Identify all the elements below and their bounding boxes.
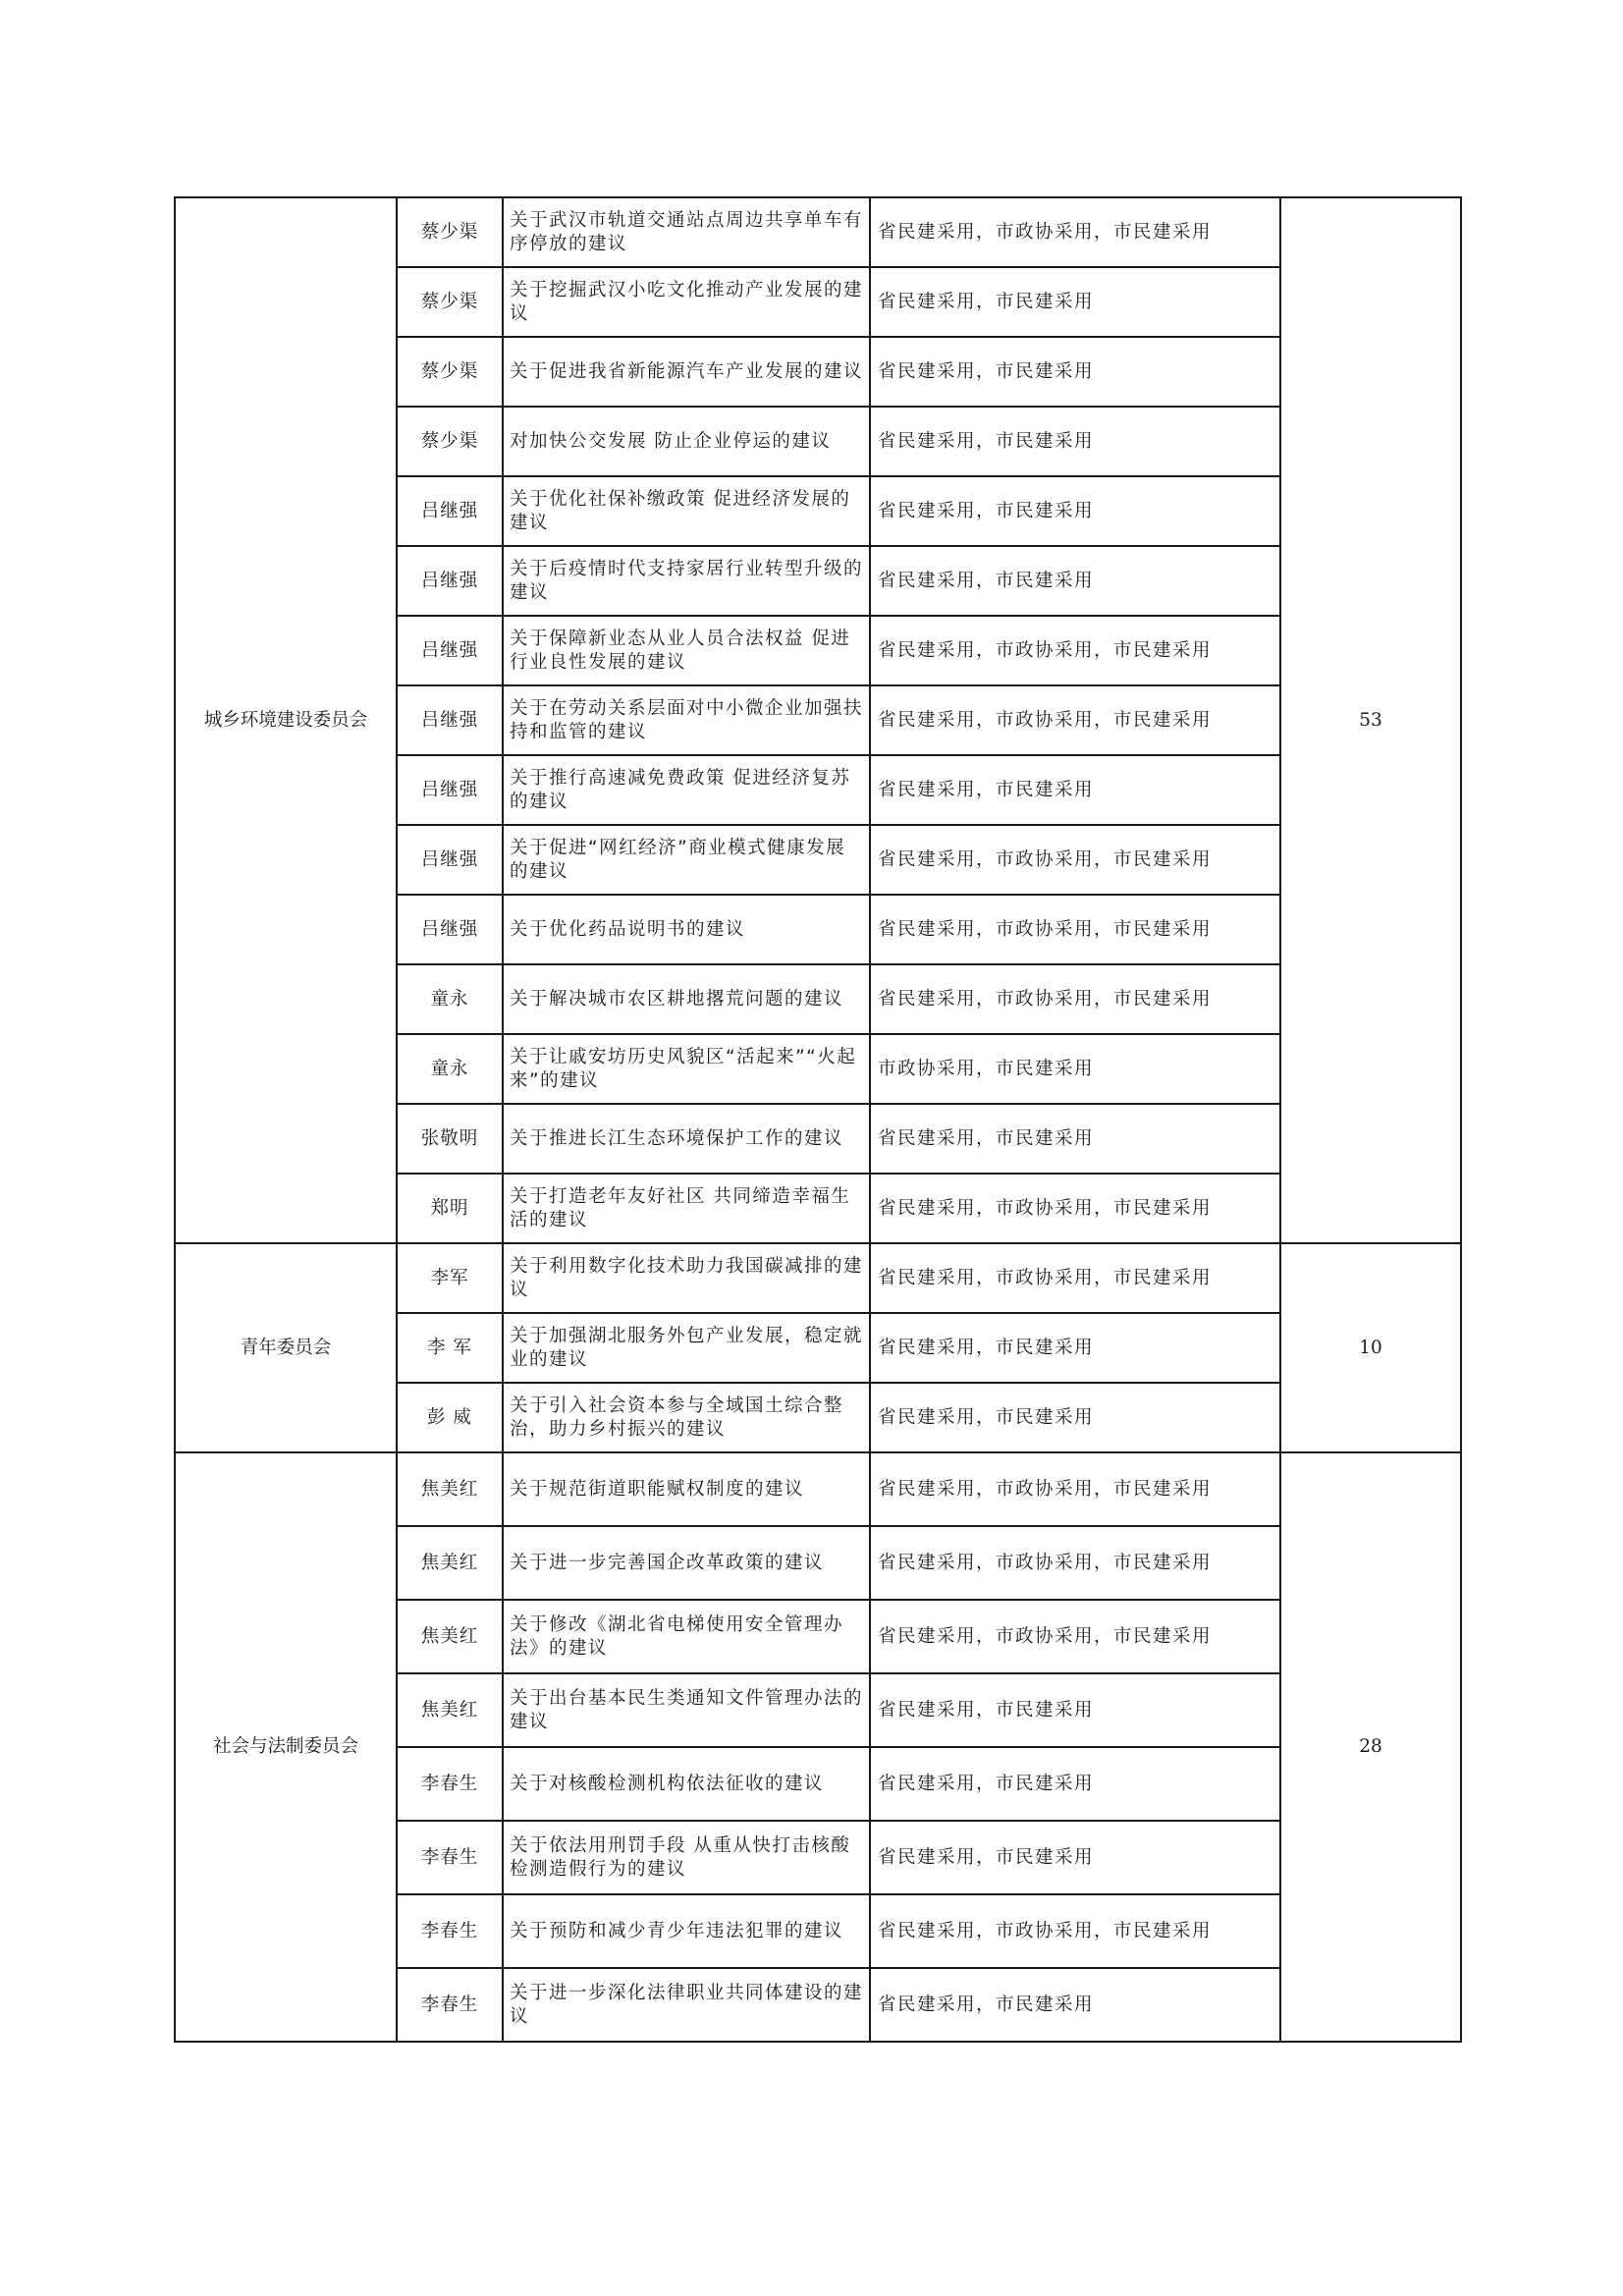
adoption-status-cell: 省民建采用，市政协采用，市民建采用 [870, 964, 1280, 1034]
committee-cell: 城乡环境建设委员会 [175, 197, 397, 1243]
proposal-title-cell: 关于规范街道职能赋权制度的建议 [503, 1452, 870, 1526]
adoption-status-cell: 省民建采用，市政协采用，市民建采用 [870, 1452, 1280, 1526]
proposer-name-cell: 吕继强 [397, 476, 503, 546]
proposal-title-cell: 关于推进长江生态环境保护工作的建议 [503, 1104, 870, 1174]
proposal-title-cell: 关于进一步完善国企改革政策的建议 [503, 1526, 870, 1600]
proposer-name-cell: 李 军 [397, 1313, 503, 1383]
committee-cell: 青年委员会 [175, 1243, 397, 1452]
proposer-name-cell: 吕继强 [397, 616, 503, 685]
proposal-table [174, 196, 1462, 2043]
table-row [175, 1452, 1461, 1526]
adoption-status-cell: 省民建采用，市民建采用 [870, 755, 1280, 825]
proposal-title-cell: 关于保障新业态从业人员合法权益 促进行业良性发展的建议 [503, 616, 870, 685]
proposer-name-cell: 李军 [397, 1243, 503, 1313]
proposer-name-cell: 李春生 [397, 1968, 503, 2042]
table-row [175, 1243, 1461, 1313]
proposer-name-cell: 蔡少渠 [397, 337, 503, 407]
proposal-table-body [175, 197, 1461, 2042]
proposer-name-cell: 李春生 [397, 1894, 503, 1968]
proposal-title-cell: 关于推行高速减免费政策 促进经济复苏的建议 [503, 755, 870, 825]
adoption-status-cell: 省民建采用，市政协采用，市民建采用 [870, 197, 1280, 267]
proposer-name-cell: 焦美红 [397, 1673, 503, 1747]
proposer-name-cell: 童永 [397, 964, 503, 1034]
proposal-title-cell: 关于优化药品说明书的建议 [503, 895, 870, 964]
proposal-title-cell: 关于打造老年友好社区 共同缔造幸福生活的建议 [503, 1174, 870, 1243]
group-count-cell: 28 [1280, 1452, 1461, 2042]
adoption-status-cell: 省民建采用，市政协采用，市民建采用 [870, 616, 1280, 685]
adoption-status-cell: 省民建采用，市政协采用，市民建采用 [870, 685, 1280, 755]
adoption-status-cell: 省民建采用，市民建采用 [870, 267, 1280, 337]
proposer-name-cell: 焦美红 [397, 1452, 503, 1526]
proposer-name-cell: 焦美红 [397, 1526, 503, 1600]
adoption-status-cell: 省民建采用，市民建采用 [870, 1104, 1280, 1174]
adoption-status-cell: 省民建采用，市政协采用，市民建采用 [870, 1526, 1280, 1600]
proposer-name-cell: 吕继强 [397, 895, 503, 964]
proposal-title-cell: 关于在劳动关系层面对中小微企业加强扶持和监管的建议 [503, 685, 870, 755]
proposal-title-cell: 关于预防和减少青少年违法犯罪的建议 [503, 1894, 870, 1968]
proposer-name-cell: 吕继强 [397, 825, 503, 895]
proposal-title-cell: 关于进一步深化法律职业共同体建设的建议 [503, 1968, 870, 2042]
proposal-title-cell: 关于利用数字化技术助力我国碳减排的建议 [503, 1243, 870, 1313]
adoption-status-cell: 省民建采用，市民建采用 [870, 546, 1280, 616]
adoption-status-cell: 省民建采用，市民建采用 [870, 1821, 1280, 1894]
proposer-name-cell: 郑明 [397, 1174, 503, 1243]
proposal-title-cell: 关于促进“网红经济”商业模式健康发展的建议 [503, 825, 870, 895]
proposal-title-cell: 关于挖掘武汉小吃文化推动产业发展的建议 [503, 267, 870, 337]
committee-cell: 社会与法制委员会 [175, 1452, 397, 2042]
adoption-status-cell: 省民建采用，市民建采用 [870, 1968, 1280, 2042]
proposer-name-cell: 童永 [397, 1034, 503, 1104]
adoption-status-cell: 省民建采用，市民建采用 [870, 1313, 1280, 1383]
adoption-status-cell: 省民建采用，市民建采用 [870, 476, 1280, 546]
proposal-title-cell: 对加快公交发展 防止企业停运的建议 [503, 407, 870, 476]
proposal-title-cell: 关于引入社会资本参与全域国土综合整治，助力乡村振兴的建议 [503, 1383, 870, 1452]
adoption-status-cell: 省民建采用，市民建采用 [870, 337, 1280, 407]
adoption-status-cell: 省民建采用，市民建采用 [870, 1673, 1280, 1747]
proposal-title-cell: 关于促进我省新能源汽车产业发展的建议 [503, 337, 870, 407]
proposer-name-cell: 吕继强 [397, 685, 503, 755]
proposer-name-cell: 彭 威 [397, 1383, 503, 1452]
proposal-title-cell: 关于让戚安坊历史风貌区“活起来”“火起来”的建议 [503, 1034, 870, 1104]
adoption-status-cell: 省民建采用，市政协采用，市民建采用 [870, 1243, 1280, 1313]
group-count-cell: 53 [1280, 197, 1461, 1243]
table-row [175, 197, 1461, 267]
adoption-status-cell: 省民建采用，市民建采用 [870, 1383, 1280, 1452]
proposer-name-cell: 李春生 [397, 1821, 503, 1894]
proposer-name-cell: 焦美红 [397, 1600, 503, 1673]
proposal-title-cell: 关于依法用刑罚手段 从重从快打击核酸检测造假行为的建议 [503, 1821, 870, 1894]
proposal-title-cell: 关于出台基本民生类通知文件管理办法的建议 [503, 1673, 870, 1747]
proposer-name-cell: 蔡少渠 [397, 197, 503, 267]
adoption-status-cell: 省民建采用，市政协采用，市民建采用 [870, 1600, 1280, 1673]
proposer-name-cell: 蔡少渠 [397, 407, 503, 476]
adoption-status-cell: 省民建采用，市民建采用 [870, 407, 1280, 476]
proposer-name-cell: 吕继强 [397, 546, 503, 616]
proposal-title-cell: 关于修改《湖北省电梯使用安全管理办法》的建议 [503, 1600, 870, 1673]
proposal-title-cell: 关于解决城市农区耕地撂荒问题的建议 [503, 964, 870, 1034]
proposal-title-cell: 关于加强湖北服务外包产业发展，稳定就业的建议 [503, 1313, 870, 1383]
adoption-status-cell: 省民建采用，市政协采用，市民建采用 [870, 825, 1280, 895]
proposal-title-cell: 关于武汉市轨道交通站点周边共享单车有序停放的建议 [503, 197, 870, 267]
proposer-name-cell: 吕继强 [397, 755, 503, 825]
proposal-table-page [174, 196, 1460, 2043]
adoption-status-cell: 省民建采用，市民建采用 [870, 1747, 1280, 1821]
adoption-status-cell: 省民建采用，市政协采用，市民建采用 [870, 1174, 1280, 1243]
adoption-status-cell: 省民建采用，市政协采用，市民建采用 [870, 895, 1280, 964]
proposer-name-cell: 李春生 [397, 1747, 503, 1821]
proposer-name-cell: 蔡少渠 [397, 267, 503, 337]
proposer-name-cell: 张敬明 [397, 1104, 503, 1174]
adoption-status-cell: 市政协采用，市民建采用 [870, 1034, 1280, 1104]
proposal-title-cell: 关于后疫情时代支持家居行业转型升级的建议 [503, 546, 870, 616]
group-count-cell: 10 [1280, 1243, 1461, 1452]
proposal-title-cell: 关于优化社保补缴政策 促进经济发展的建议 [503, 476, 870, 546]
proposal-title-cell: 关于对核酸检测机构依法征收的建议 [503, 1747, 870, 1821]
adoption-status-cell: 省民建采用，市政协采用，市民建采用 [870, 1894, 1280, 1968]
